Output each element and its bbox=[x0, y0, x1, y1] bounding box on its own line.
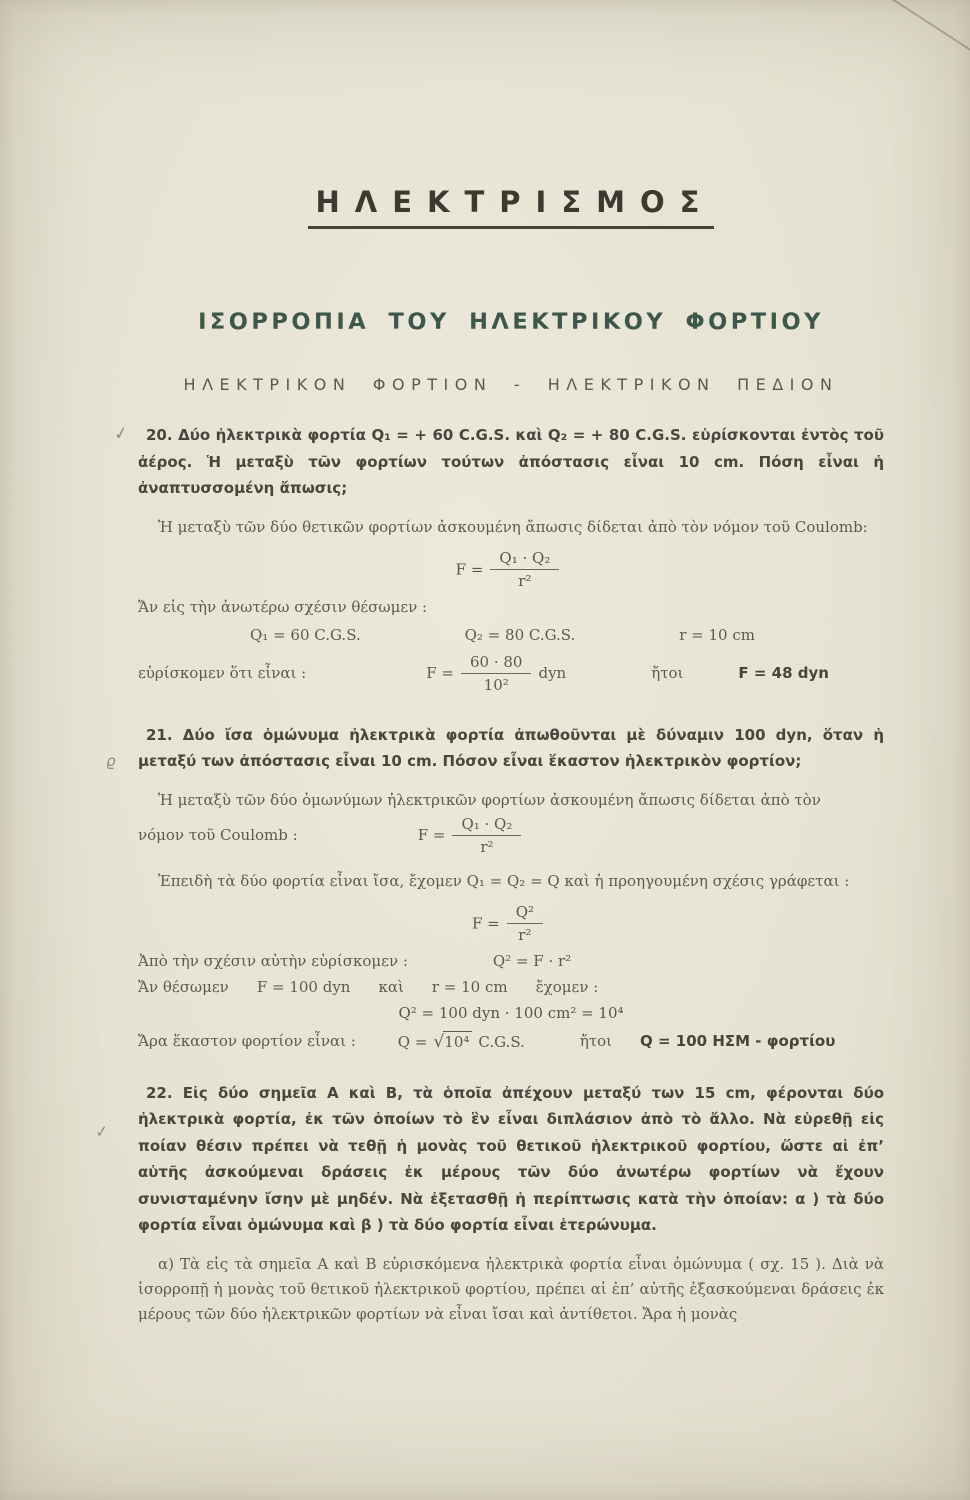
value-q1: Q₁ = 60 C.G.S. bbox=[250, 625, 361, 644]
result-denominator: 10² bbox=[483, 675, 509, 694]
formula-lhs: F = bbox=[471, 914, 500, 932]
radical-sign: √ bbox=[433, 1031, 445, 1052]
fraction-denominator: r² bbox=[480, 837, 494, 856]
value-q2: Q₂ = 80 C.G.S. bbox=[464, 625, 576, 644]
problem-20 bbox=[138, 422, 884, 694]
problem-22-statement: 22. Εἰς δύο σημεῖα Α καὶ Β, τὰ ὁποῖα ἀπέχουν μεταξύ των 15 cm, φέρονται δύο ἠλεκτρικὰ φορτία, ἐκ τῶν ὁποίων τὸ ἓν εἶναι διπλάσιον ἀπὸ τὸ ἄλλο. Νὰ εὑρεθῇ εἰς ποίαν θέσιν πρέπει νὰ τεθῇ ἡ μονὰς τοῦ θετικοῦ ἠλεκτρικοῦ φορτίου, ὥστε αἱ ἐπ’ αὐτῆς ἀσκούμεναι δράσεις ἐκ μέρους τῶν δύο ἀνωτέρω φορτίων νὰ ἔχουν συνισταμένην ἴσην μὲ μηδέν. Νὰ ἐξετασθῇ ἡ περίπτωσις κατὰ τὴν ὁποίαν: α ) τὰ δύο φορτία εἶναι ὁμώνυμα καὶ β ) τὰ δύο φορτία εἶναι ἑτερώνυμα. bbox=[138, 1083, 884, 1234]
formula-lhs: F = bbox=[455, 560, 484, 578]
subsection-title: ΗΛΕΚΤΡΙΚΟΝ ΦΟΡΤΙΟΝ - ΗΛΕΚΤΡΙΚΟΝ ΠΕΔΙΟΝ bbox=[183, 375, 839, 394]
subst-intro: Ἄν θέσωμεν bbox=[138, 977, 229, 996]
fraction-denominator: r² bbox=[518, 571, 532, 590]
fraction-denominator: r² bbox=[518, 925, 532, 944]
therefore-word: ἤτοι bbox=[579, 1032, 613, 1050]
result-formula-lhs: F = bbox=[426, 664, 454, 682]
substituted-values-row bbox=[138, 626, 884, 644]
pencil-check-mark-22: ✓ bbox=[94, 1121, 110, 1142]
problem-20-solution-intro: Ἡ μεταξὺ τῶν δύο θετικῶν φορτίων ἀσκουμένη ἄπωσις δίδεται ἀπὸ τὸν νόμον τοῦ Coulomb: bbox=[158, 517, 868, 536]
final-charge-value: Q = 100 ΗΣΜ - φορτίου bbox=[640, 1032, 836, 1050]
sqrt-unit: C.G.S. bbox=[478, 1032, 525, 1051]
subst-we-have: ἔχομεν : bbox=[535, 977, 599, 996]
radicand: 10⁴ bbox=[443, 1031, 472, 1051]
substitution-row bbox=[138, 978, 884, 996]
coulomb-law-reference: νόμον τοῦ Coulomb : bbox=[138, 826, 298, 844]
problem-21 bbox=[138, 722, 884, 1052]
result-numerator: 60 · 80 bbox=[461, 653, 531, 674]
fraction-numerator: Q² bbox=[507, 903, 543, 924]
derived-equation: Q² = F · r² bbox=[492, 951, 572, 970]
coulomb-law-formula bbox=[138, 549, 884, 590]
chapter-title bbox=[138, 182, 884, 229]
formula-fraction bbox=[452, 815, 521, 856]
subst-force-value: F = 100 dyn bbox=[256, 977, 351, 996]
subst-and-word: καὶ bbox=[378, 977, 404, 996]
fraction-numerator: Q₁ · Q₂ bbox=[490, 549, 559, 570]
problem-22-solution-case-a: α) Τὰ εἰς τὰ σημεῖα Α καὶ Β εὑρισκόμενα ἠλεκτρικὰ φορτία εἶναι ὁμώνυμα ( σχ. 15 ). Διὰ νὰ ἰσορροπῇ ἡ μονὰς τοῦ θετικοῦ ἠλεκτρικοῦ φορτίου, πρέπει αἱ ἐπ’ αὐτῆς ἐξασκούμεναι δράσεις ἐκ μέρους τῶν δύο ἠλεκτρικῶν φορτίων νὰ εἶναι ἴσαι καὶ ἀντίθετοι. Ἄρα ἡ μονὰς bbox=[138, 1254, 884, 1323]
pencil-mark-21: ϱ bbox=[106, 752, 116, 770]
problem-21-statement: 21. Δύο ἴσα ὁμώνυμα ἠλεκτρικὰ φορτία ἀπωθοῦνται μὲ δύναμιν 100 dyn, ὅταν ἡ μεταξύ των ἀπόστασις εἶναι 10 cm. Πόσον εἶναι ἕκαστον ἠλεκτρικὸν φορτίον; bbox=[138, 725, 884, 770]
problem-21-solution-intro-line2 bbox=[138, 815, 884, 856]
simplified-formula bbox=[138, 903, 884, 944]
equal-charges-line: Ἐπειδὴ τὰ δύο φορτία εἶναι ἴσα, ἔχομεν Q₁ = Q₂ = Q καὶ ἡ προηγουμένη σχέσις γράφεται : bbox=[158, 871, 850, 890]
formula-fraction bbox=[490, 549, 559, 590]
sqrt-lhs: Q = bbox=[397, 1032, 428, 1051]
result-fraction bbox=[461, 653, 531, 694]
formula-lhs: F = bbox=[417, 826, 446, 844]
pencil-check-mark-20: ✓ bbox=[112, 422, 130, 446]
subst-distance-value: r = 10 cm bbox=[431, 977, 508, 996]
problem-21-final-row bbox=[138, 1031, 884, 1052]
therefore-word: ἤτοι bbox=[651, 664, 684, 682]
formula-fraction bbox=[507, 903, 543, 944]
chapter-title-text: ΗΛΕΚΤΡΙΣΜΟΣ bbox=[308, 185, 715, 229]
problem-20-result-row bbox=[138, 653, 884, 694]
derivation-row bbox=[138, 952, 884, 970]
section-title: ΙΣΟΡΡΟΠΙΑ ΤΟΥ ΗΛΕΚΤΡΙΚΟΥ ΦΟΡΤΙΟΥ bbox=[198, 309, 824, 335]
calculation-equation: Q² = 100 dyn · 100 cm² = 10⁴ bbox=[398, 1003, 624, 1022]
final-force-value: F = 48 dyn bbox=[738, 664, 829, 682]
problem-22 bbox=[138, 1080, 884, 1327]
problem-20-substitute-label: Ἄν εἰς τὴν ἀνωτέρω σχέσιν θέσωμεν : bbox=[138, 597, 428, 616]
final-label: Ἄρα ἕκαστον φορτίον εἶναι : bbox=[138, 1032, 356, 1050]
result-label: εὑρίσκομεν ὅτι εἶναι : bbox=[138, 664, 307, 682]
value-r: r = 10 cm bbox=[679, 625, 755, 644]
problem-21-solution-intro-line1: Ἡ μεταξὺ τῶν δύο ὁμωνύμων ἠλεκτρικῶν φορτίων ἀσκουμένη ἄπωσις δίδεται ἀπὸ τὸν bbox=[158, 790, 821, 809]
result-unit: dyn bbox=[538, 664, 567, 682]
sqrt-expression bbox=[398, 1031, 525, 1052]
problem-20-statement: 20. Δύο ἠλεκτρικὰ φορτία Q₁ = + 60 C.G.S. καὶ Q₂ = + 80 C.G.S. εὑρίσκονται ἐντὸς τοῦ ἀέρος. Ἡ μεταξὺ τῶν φορτίων τούτων ἀπόστασις εἶναι 10 cm. Πόση εἶναι ἡ ἀναπτυσσομένη ἄπωσις; bbox=[138, 426, 884, 497]
derive-label: Ἀπὸ τὴν σχέσιν αὐτὴν εὑρίσκομεν : bbox=[138, 951, 408, 970]
fraction-numerator: Q₁ · Q₂ bbox=[452, 815, 521, 836]
